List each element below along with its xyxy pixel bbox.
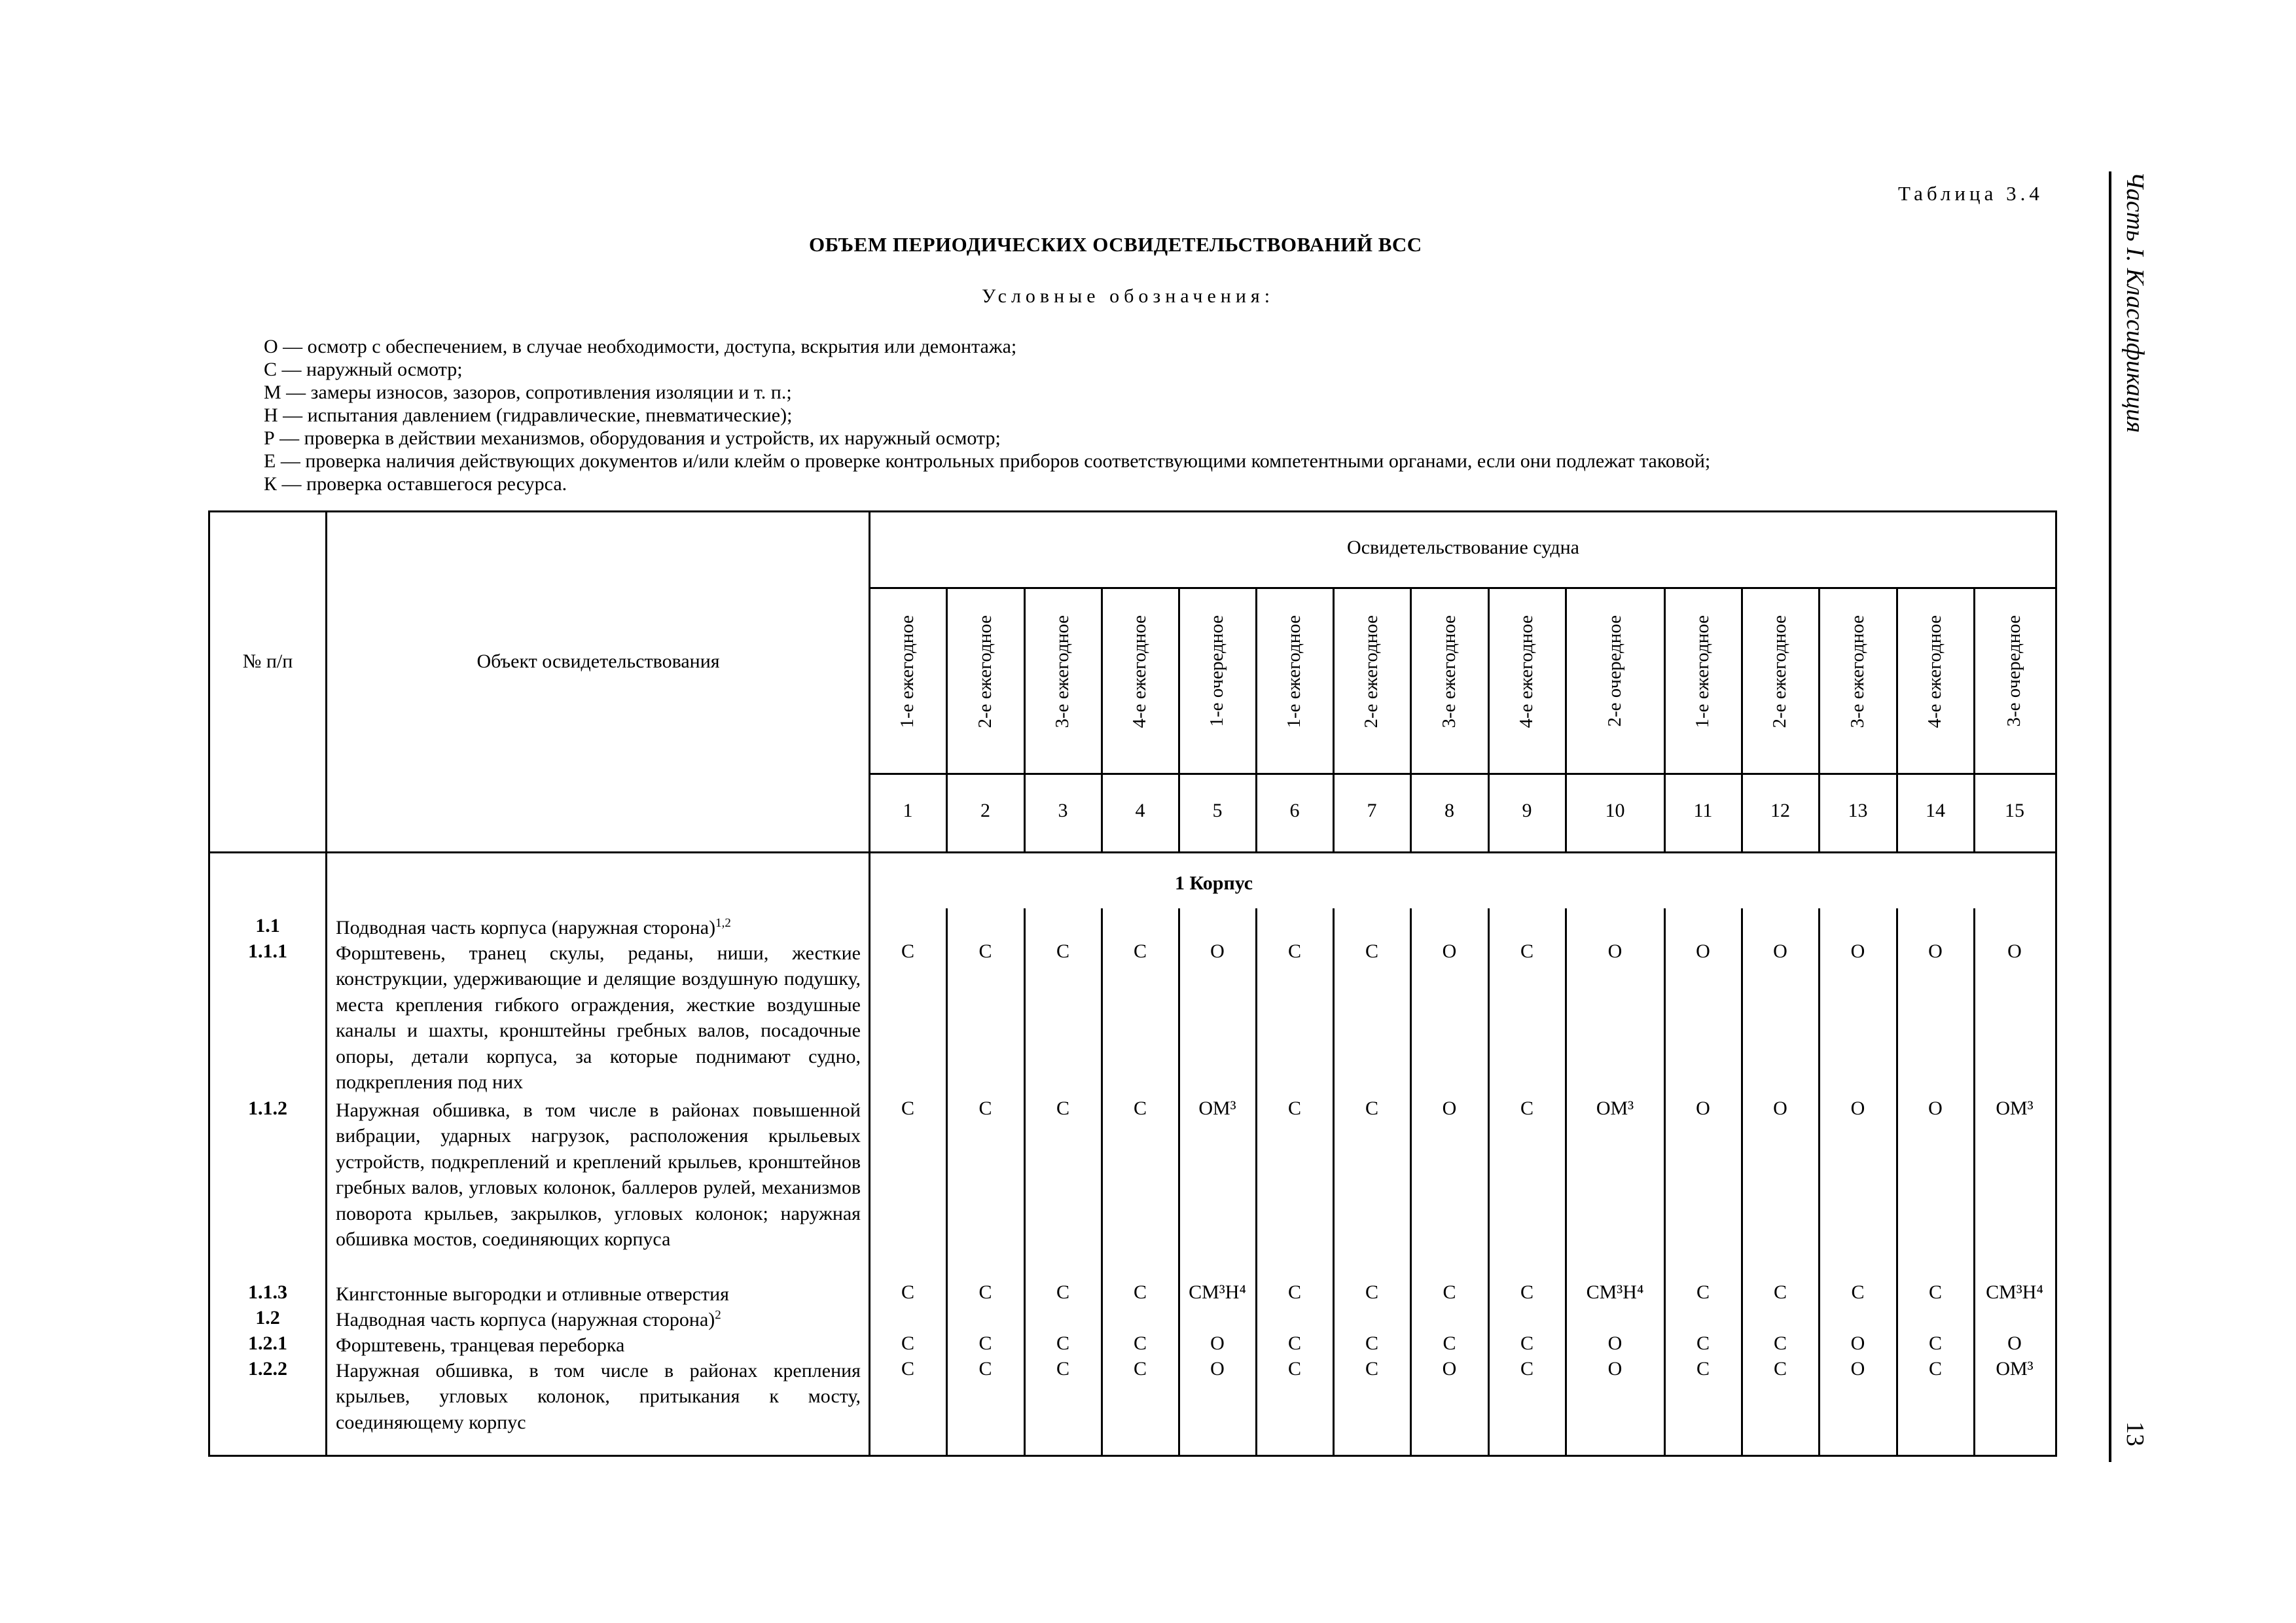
- survey-cell: С: [1133, 1358, 1147, 1380]
- column-number: 10: [1605, 800, 1625, 821]
- survey-cell: О: [1773, 1097, 1787, 1119]
- row-number: 1.1.3: [248, 1281, 287, 1303]
- legend-item: Н — испытания давлением (гидравлические, пневматические);: [264, 404, 793, 426]
- survey-cell: С: [1287, 1097, 1301, 1119]
- survey-cell: ОМ³: [1198, 1097, 1236, 1119]
- survey-cell: О: [1210, 1358, 1225, 1380]
- survey-cell: С: [1365, 940, 1378, 962]
- page-number: 13: [2121, 1421, 2149, 1446]
- column-number: 13: [1848, 800, 1868, 821]
- column-number: 3: [1058, 800, 1068, 821]
- survey-cell: О: [1442, 940, 1457, 962]
- table-label: Таблица 3.4: [1898, 182, 2043, 205]
- survey-cell: С: [1133, 940, 1147, 962]
- survey-column-header: 1-е ежегодное: [1692, 615, 1713, 728]
- survey-cell: О: [1607, 1332, 1623, 1354]
- survey-column-header: 4-е ежегодное: [1924, 615, 1945, 728]
- survey-cell: О: [1850, 1097, 1865, 1119]
- row-number: 1.1.1: [248, 940, 287, 962]
- survey-column-header: 3-е очередное: [2003, 615, 2024, 727]
- row-object-text: Наружная обшивка, в том числе в районах повышенной вибрации, ударных нагрузок, расположения крыльевых устройств, подкреплений и креплений крыльев, кронштейнов гребных валов, угловых колонок, баллеров рулей, механизмов поворота крыльев, закрылков, угловых колонок; наружная обшивка мостов, соединяющих корпуса: [336, 1099, 861, 1251]
- survey-cell: С: [978, 1358, 992, 1380]
- row-object-text: Надводная часть корпуса (наружная сторона)$^2$: [336, 1308, 721, 1330]
- row-object-text: Кингстонные выгородки и отливные отверстия: [336, 1283, 729, 1305]
- survey-column-header: 2-е очередное: [1604, 615, 1625, 727]
- survey-cell: С: [901, 1332, 914, 1354]
- survey-cell: С: [1520, 940, 1534, 962]
- survey-cell: О: [1696, 1097, 1710, 1119]
- document-title: ОБЪЕМ ПЕРИОДИЧЕСКИХ ОСВИДЕТЕЛЬСТВОВАНИЙ ВСС: [809, 233, 1422, 256]
- column-number: 6: [1289, 800, 1300, 821]
- survey-cell: С: [1773, 1281, 1787, 1303]
- legend-item: Р — проверка в действии механизмов, оборудования и устройств, их наружный осмотр;: [264, 427, 1001, 449]
- row-object-text: Форштевень, транец скулы, реданы, ниши, жесткие конструкции, удерживающие и делящие воздушную подушку, места крепления гибкого ограждения, жесткие воздушные каналы и шахты, кронштейны гребных валов, посадочные опоры, детали корпуса, за которые поднимают судно, подкрепления под них: [336, 942, 861, 1094]
- survey-cell: С: [1928, 1281, 1942, 1303]
- row-object-text: Форштевень, транцевая переборка: [336, 1334, 625, 1356]
- running-title: Часть I. Классификация: [2121, 171, 2149, 433]
- survey-column-header: 3-е ежегодное: [1052, 615, 1073, 728]
- survey-column-header: 2-е ежегодное: [1361, 615, 1382, 728]
- survey-cell: С: [901, 940, 914, 962]
- survey-cell: С: [1133, 1332, 1147, 1354]
- survey-cell: С: [1520, 1358, 1534, 1380]
- survey-cell: С: [978, 1332, 992, 1354]
- column-number: 1: [903, 800, 913, 821]
- column-number: 4: [1135, 800, 1145, 821]
- survey-column-header: 1-е ежегодное: [1283, 615, 1304, 728]
- column-number: 9: [1522, 800, 1532, 821]
- survey-cell: С: [1443, 1332, 1456, 1354]
- survey-cell: С: [1365, 1281, 1378, 1303]
- survey-cell: С: [1287, 1332, 1301, 1354]
- survey-cell: С: [978, 1281, 992, 1303]
- survey-cell: О: [1928, 940, 1943, 962]
- survey-cell: О: [1210, 1332, 1225, 1354]
- column-number: 15: [2005, 800, 2024, 821]
- survey-cell: С: [1133, 1097, 1147, 1119]
- survey-cell: С: [1928, 1332, 1942, 1354]
- survey-cell: О: [1442, 1358, 1457, 1380]
- legend-item: С — наружный осмотр;: [264, 359, 463, 380]
- survey-cell: О: [1850, 1358, 1865, 1380]
- survey-cell: О: [1696, 940, 1710, 962]
- survey-cell: ОМ³: [1996, 1358, 2034, 1380]
- row-number: 1.2.1: [248, 1332, 287, 1354]
- survey-column-header: 2-е ежегодное: [1769, 615, 1790, 728]
- column-number: 11: [1693, 800, 1713, 821]
- row-number: 1.1.2: [248, 1097, 287, 1119]
- row-number: 1.2.2: [248, 1358, 287, 1380]
- survey-column-header: 1-е ежегодное: [897, 615, 918, 728]
- survey-cell: О: [1928, 1097, 1943, 1119]
- survey-cell: С: [1365, 1097, 1378, 1119]
- survey-cell: С: [1056, 1358, 1069, 1380]
- survey-cell: С: [901, 1281, 914, 1303]
- row-object-text: Наружная обшивка, в том числе в районах крепления крыльев, угловых колонок, притыкания к мосту, соединяющему корпус: [336, 1360, 861, 1433]
- survey-column-header: 1-е очередное: [1206, 615, 1227, 727]
- survey-cell: С: [1696, 1281, 1710, 1303]
- column-header-number: № п/п: [242, 651, 293, 672]
- grid-line: [869, 587, 2055, 589]
- survey-cell: С: [1365, 1358, 1378, 1380]
- column-number: 2: [980, 800, 990, 821]
- survey-cell: С: [1443, 1281, 1456, 1303]
- survey-header: Освидетельствование судна: [1347, 537, 1579, 558]
- column-header-object: Объект освидетельствования: [476, 651, 720, 672]
- grid-line: [208, 851, 2057, 853]
- side-rule: [2109, 171, 2111, 1462]
- survey-cell: О: [1850, 1332, 1865, 1354]
- survey-cell: О: [2007, 940, 2022, 962]
- survey-cell: С: [1056, 1281, 1069, 1303]
- column-number: 8: [1444, 800, 1454, 821]
- survey-cell: С: [901, 1097, 914, 1119]
- section-title: 1 Корпус: [1175, 872, 1253, 894]
- survey-cell: О: [1607, 940, 1623, 962]
- survey-cell: С: [1056, 1097, 1069, 1119]
- survey-cell: О: [1442, 1097, 1457, 1119]
- survey-cell: С: [1773, 1358, 1787, 1380]
- survey-cell: С: [1696, 1358, 1710, 1380]
- grid-line: [869, 773, 2055, 775]
- row-number: 1.2: [255, 1307, 280, 1329]
- legend-item: Е — проверка наличия действующих документов и/или клейм о проверке контрольных приборов соответствующими компетентными органами, если они подлежат таковой;: [264, 450, 1711, 472]
- legend-item: О — осмотр с обеспечением, в случае необходимости, доступа, вскрытия или демонтажа;: [264, 336, 1017, 357]
- survey-cell: О: [1850, 940, 1865, 962]
- survey-cell: О: [1210, 940, 1225, 962]
- survey-cell: О: [1607, 1358, 1623, 1380]
- survey-cell: С: [1520, 1332, 1534, 1354]
- survey-cell: С: [1287, 1358, 1301, 1380]
- row-object-text: Подводная часть корпуса (наружная сторона)$^{1,2}$: [336, 916, 731, 938]
- survey-cell: О: [1773, 940, 1787, 962]
- survey-cell: С: [1056, 940, 1069, 962]
- survey-cell: СМ³Н⁴: [1586, 1281, 1644, 1303]
- survey-cell: С: [1520, 1097, 1534, 1119]
- survey-cell: С: [1696, 1332, 1710, 1354]
- survey-cell: С: [1773, 1332, 1787, 1354]
- survey-cell: С: [978, 1097, 992, 1119]
- legend-item: М — замеры износов, зазоров, сопротивления изоляции и т. п.;: [264, 382, 792, 403]
- legend-item: К — проверка оставшегося ресурса.: [264, 473, 567, 495]
- survey-cell: С: [1287, 1281, 1301, 1303]
- survey-cell: С: [1056, 1332, 1069, 1354]
- survey-cell: О: [2007, 1332, 2022, 1354]
- legend-heading: Условные обозначения:: [982, 285, 1275, 307]
- survey-column-header: 4-е ежегодное: [1129, 615, 1150, 728]
- survey-column-header: 3-е ежегодное: [1438, 615, 1460, 728]
- column-number: 12: [1770, 800, 1790, 821]
- survey-cell: С: [1928, 1358, 1942, 1380]
- survey-cell: ОМ³: [1996, 1097, 2034, 1119]
- row-number: 1.1: [255, 915, 280, 936]
- survey-column-header: 4-е ежегодное: [1516, 615, 1537, 728]
- survey-cell: С: [978, 940, 992, 962]
- survey-cell: ОМ³: [1596, 1097, 1634, 1119]
- survey-cell: С: [1520, 1281, 1534, 1303]
- survey-cell: СМ³Н⁴: [1986, 1281, 2043, 1303]
- column-number: 7: [1367, 800, 1377, 821]
- survey-column-header: 2-е ежегодное: [974, 615, 996, 728]
- survey-column-header: 3-е ежегодное: [1846, 615, 1868, 728]
- column-number: 5: [1212, 800, 1223, 821]
- survey-cell: С: [901, 1358, 914, 1380]
- column-number: 14: [1926, 800, 1945, 821]
- survey-cell: С: [1287, 940, 1301, 962]
- legend: [264, 335, 1710, 495]
- survey-cell: С: [1851, 1281, 1865, 1303]
- survey-cell: С: [1133, 1281, 1147, 1303]
- survey-cell: СМ³Н⁴: [1189, 1281, 1246, 1303]
- survey-cell: С: [1365, 1332, 1378, 1354]
